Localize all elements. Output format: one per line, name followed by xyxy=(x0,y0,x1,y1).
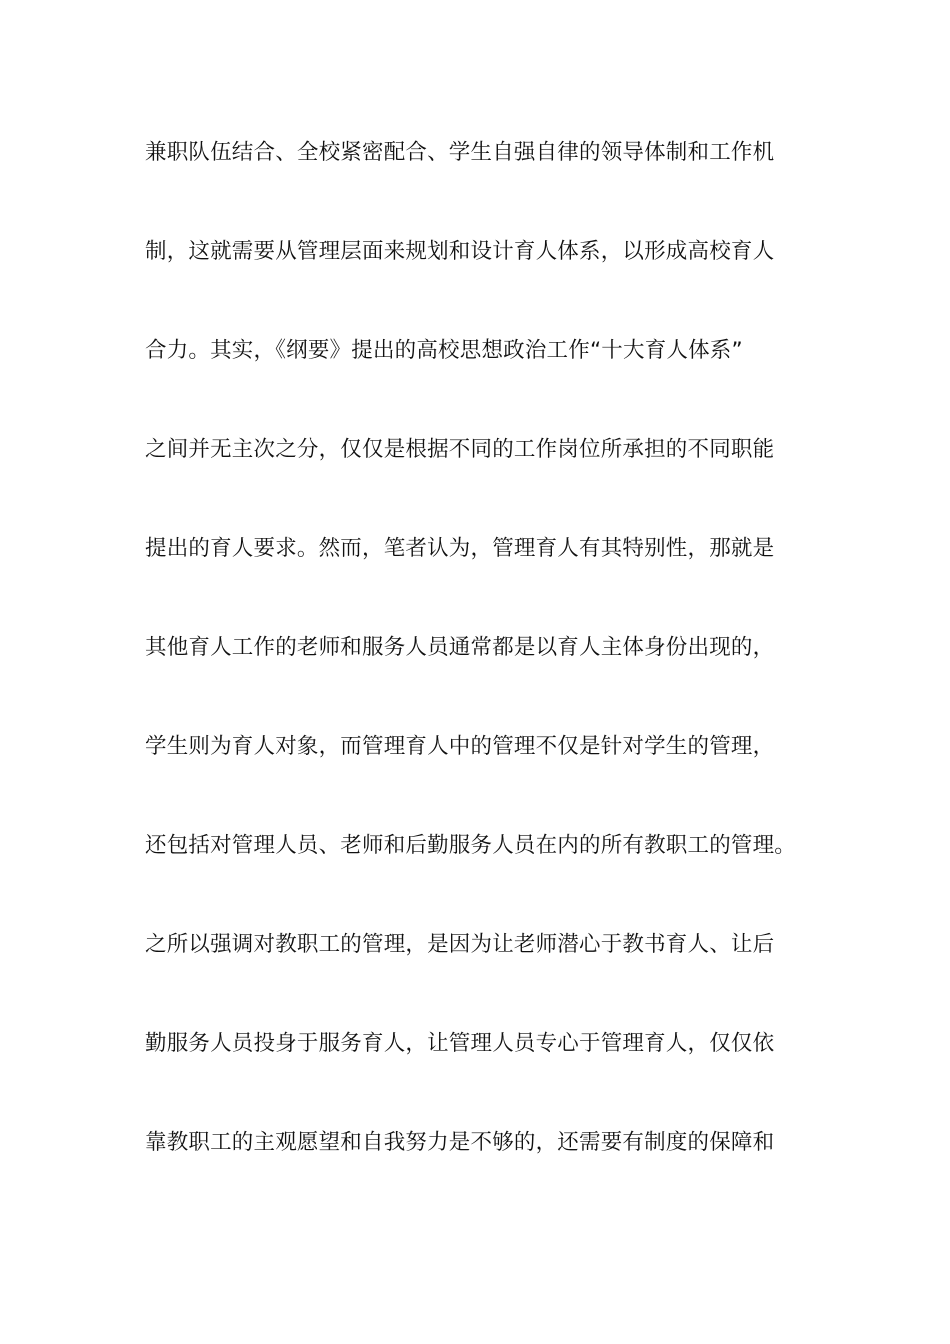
text-line-2: 制，这就需要从管理层面来规划和设计育人体系，以形成高校育人 xyxy=(145,239,775,264)
body-text xyxy=(145,132,825,1221)
text-line-10: 勤服务人员投身于服务育人，让管理人员专心于管理育人，仅仅依 xyxy=(145,1031,775,1056)
text-line-6: 其他育人工作的老师和服务人员通常都是以育人主体身份出现的， xyxy=(145,635,775,660)
text-line-5: 提出的育人要求。然而，笔者认为，管理育人有其特别性，那就是 xyxy=(145,536,775,561)
text-line-7: 学生则为育人对象，而管理育人中的管理不仅是针对学生的管理， xyxy=(145,734,775,759)
text-line-3: 合力。其实，《纲要》提出的高校思想政治工作“十大育人体系” xyxy=(145,338,743,363)
text-line-9: 之所以强调对教职工的管理，是因为让老师潜心于教书育人、让后 xyxy=(145,932,775,957)
text-line-8: 还包括对管理人员、老师和后勤服务人员在内的所有教职工的管理。 xyxy=(145,833,797,858)
text-line-1: 兼职队伍结合、全校紧密配合、学生自强自律的领导体制和工作机 xyxy=(145,140,775,165)
text-line-11: 靠教职工的主观愿望和自我努力是不够的，还需要有制度的保障和 xyxy=(145,1130,775,1155)
text-line-4: 之间并无主次之分，仅仅是根据不同的工作岗位所承担的不同职能 xyxy=(145,437,775,462)
